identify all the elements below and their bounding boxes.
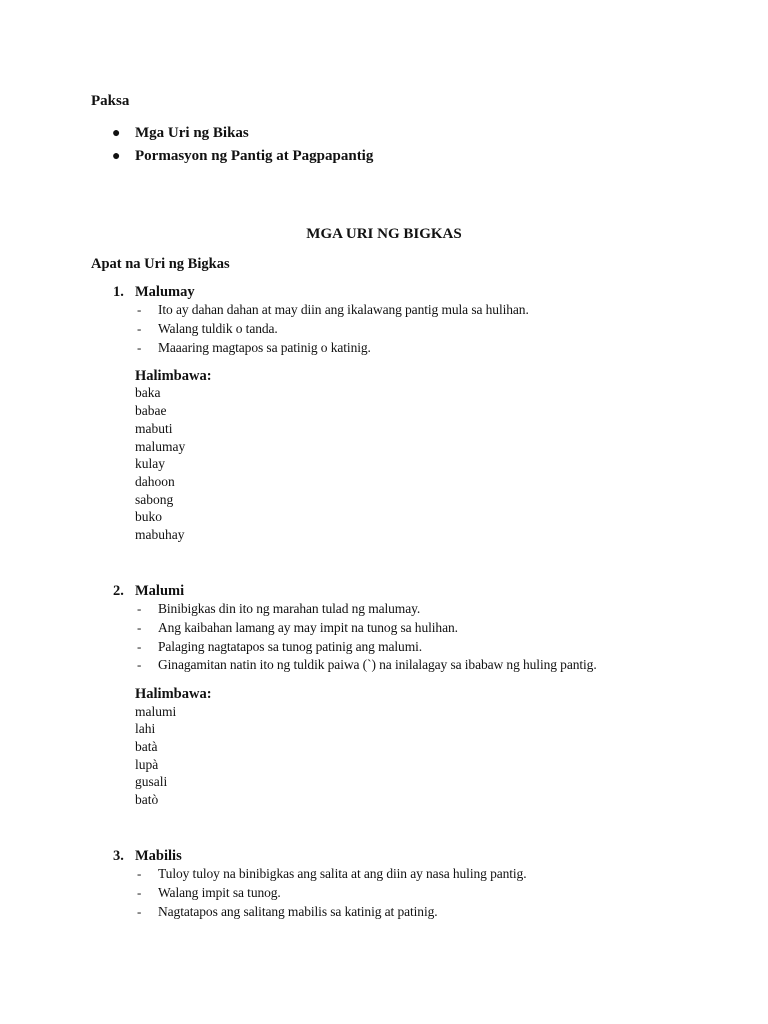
topic-item: Pormasyon ng Pantig at Pagpapantig (135, 148, 374, 164)
example-word: gusali (135, 774, 168, 789)
detail-item: Maaaring magtapos sa patinig o katinig. (158, 340, 371, 355)
example-label: Halimbawa: (135, 368, 212, 384)
detail-item: Palaging nagtatapos sa tunog patinig ang malumi. (158, 639, 423, 654)
example-word: batò (135, 792, 159, 807)
section-title-mabilis: Mabilis (135, 848, 182, 864)
dash-marker: - (137, 639, 142, 654)
example-word: malumay (135, 439, 186, 454)
detail-item: Ito ay dahan dahan at may diin ang ikalawang pantig mula sa hulihan. (158, 302, 529, 317)
dash-marker: - (137, 620, 142, 635)
example-word: malumi (135, 704, 177, 719)
bullet-icon: ● (112, 149, 121, 164)
dash-marker: - (137, 885, 142, 900)
subtitle: Apat na Uri ng Bigkas (91, 256, 230, 272)
detail-item: Ginagamitan natin ito ng tuldik paiwa (`) na inilalagay sa ibabaw ng huling pantig. (158, 657, 597, 672)
example-word: mabuti (135, 421, 173, 436)
section-title-malumi: Malumi (135, 583, 185, 599)
dash-marker: - (137, 657, 142, 672)
example-label: Halimbawa: (135, 686, 212, 702)
example-word: kulay (135, 456, 165, 471)
dash-marker: - (137, 904, 142, 919)
detail-item: Ang kaibahan lamang ay may impit na tunog sa hulihan. (158, 620, 458, 635)
dash-marker: - (137, 321, 142, 336)
section-number: 3. (113, 848, 124, 864)
bullet-icon: ● (112, 126, 121, 141)
detail-item: Binibigkas din ito ng marahan tulad ng malumay. (158, 601, 421, 616)
example-word: babae (135, 403, 167, 418)
detail-item: Tuloy tuloy na binibigkas ang salita at ang diin ay nasa huling pantig. (158, 866, 527, 881)
section-number: 1. (113, 284, 124, 300)
example-word: sabong (135, 492, 174, 507)
detail-item: Nagtatapos ang salitang mabilis sa katinig at patinig. (158, 904, 438, 919)
paksa-heading: Paksa (91, 93, 130, 109)
example-word: mabuhay (135, 527, 185, 542)
section-title-malumay: Malumay (135, 284, 195, 300)
example-word: lahi (135, 721, 156, 736)
example-word: dahoon (135, 474, 175, 489)
dash-marker: - (137, 601, 142, 616)
main-title: MGA URI NG BIGKAS (306, 226, 462, 242)
topic-item: Mga Uri ng Bikas (135, 125, 249, 141)
detail-item: Walang impit sa tunog. (158, 885, 281, 900)
dash-marker: - (137, 866, 142, 881)
section-number: 2. (113, 583, 124, 599)
dash-marker: - (137, 340, 142, 355)
example-word: buko (135, 509, 162, 524)
example-word: baka (135, 385, 161, 400)
dash-marker: - (137, 302, 142, 317)
example-word: batà (135, 739, 158, 754)
detail-item: Walang tuldik o tanda. (158, 321, 278, 336)
example-word: lupà (135, 757, 159, 772)
